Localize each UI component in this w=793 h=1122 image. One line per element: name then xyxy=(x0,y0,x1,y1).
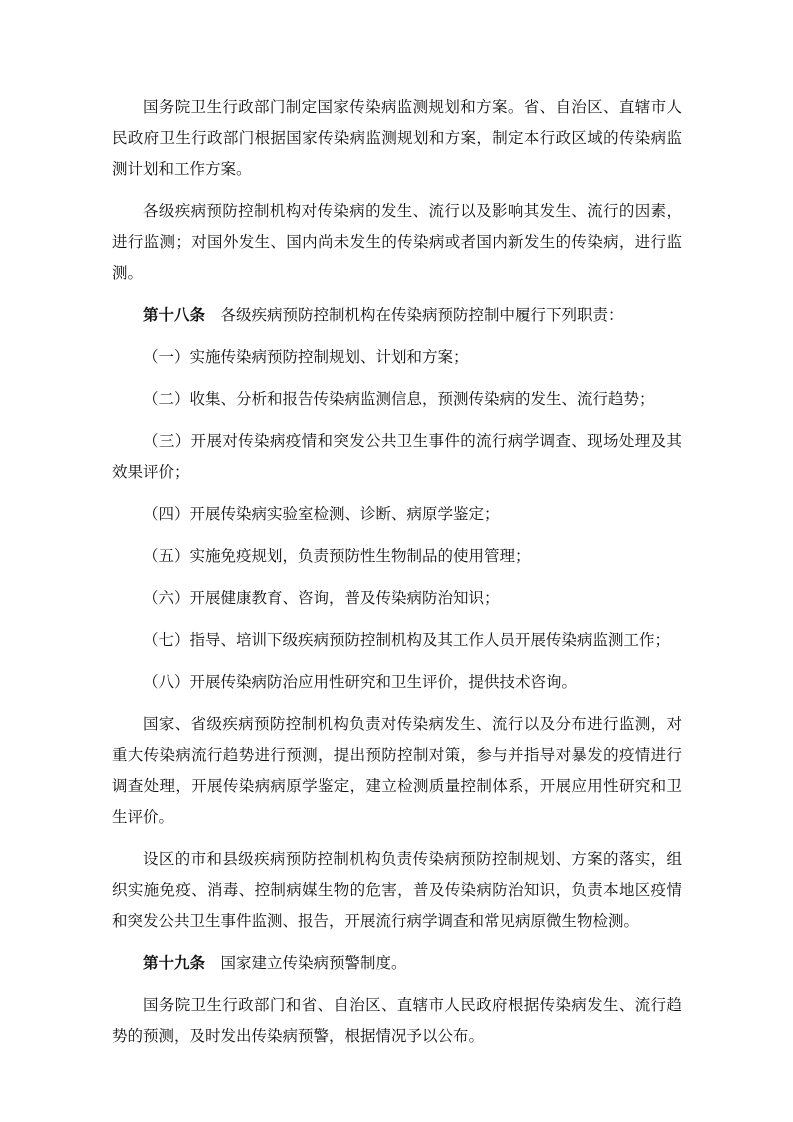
article-18-item-4: （四）开展传染病实验室检测、诊断、病原学鉴定； xyxy=(143,505,500,523)
article-18-item-6: （六）开展健康教育、咨询，普及传染病防治知识； xyxy=(143,589,500,607)
article-18-item-8: （八）开展传染病防治应用性研究和卫生评价，提供技术咨询。 xyxy=(143,673,578,691)
paragraph-national-provincial-cdc: 国家、省级疾病预防控制机构负责对传染病发生、流行以及分布进行监测，对重大传染病流行趋势进行预测，提出预防控制对策，参与并指导对暴发的疫情进行调查处理，开展传染病病原学鉴定，建立检测质量控制体系，开展应用性研究和卫生评价。 xyxy=(112,715,682,826)
article-18-item-5: （五）实施免疫规划，负责预防性生物制品的使用管理； xyxy=(143,547,531,565)
article-18 xyxy=(112,300,682,331)
article-18-item-1: （一）实施传染病预防控制规划、计划和方案； xyxy=(143,348,469,366)
paragraph-monitoring-plan: 国务院卫生行政部门制定国家传染病监测规划和方案。省、自治区、直辖市人民政府卫生行政部门根据国家传染病监测规划和方案，制定本行政区域的传染病监测计划和工作方案。 xyxy=(112,98,682,178)
article-18-item-3: （三）开展对传染病疫情和突发公共卫生事件的流行病学调查、现场处理及其效果评价； xyxy=(112,432,682,481)
paragraph-city-county-cdc: 设区的市和县级疾病预防控制机构负责传染病预防控制规划、方案的落实，组织实施免疫、消毒、控制病媒生物的危害，普及传染病防治知识，负责本地区疫情和突发公共卫生事件监测、报告，开展流行病学调查和常见病原微生物检测。 xyxy=(112,850,682,930)
paragraph-monitoring-scope: 各级疾病预防控制机构对传染病的发生、流行以及影响其发生、流行的因素，进行监测；对国外发生、国内尚未发生的传染病或者国内新发生的传染病，进行监测。 xyxy=(112,202,682,282)
paragraph-early-warning: 国务院卫生行政部门和省、自治区、直辖市人民政府根据传染病发生、流行趋势的预测，及时发出传染病预警，根据情况予以公布。 xyxy=(112,996,682,1045)
article-19-text: 国家建立传染病预警制度。 xyxy=(220,954,407,972)
article-18-heading: 第十八条 xyxy=(143,306,206,324)
article-18-item-2: （二）收集、分析和报告传染病监测信息，预测传染病的发生、流行趋势； xyxy=(143,390,655,408)
article-19 xyxy=(112,948,682,979)
document-body xyxy=(112,92,682,1063)
article-18-item-7: （七）指导、培训下级疾病预防控制机构及其工作人员开展传染病监测工作； xyxy=(143,631,671,649)
article-18-text: 各级疾病预防控制机构在传染病预防控制中履行下列职责： xyxy=(220,306,624,324)
article-19-heading: 第十九条 xyxy=(143,954,206,972)
